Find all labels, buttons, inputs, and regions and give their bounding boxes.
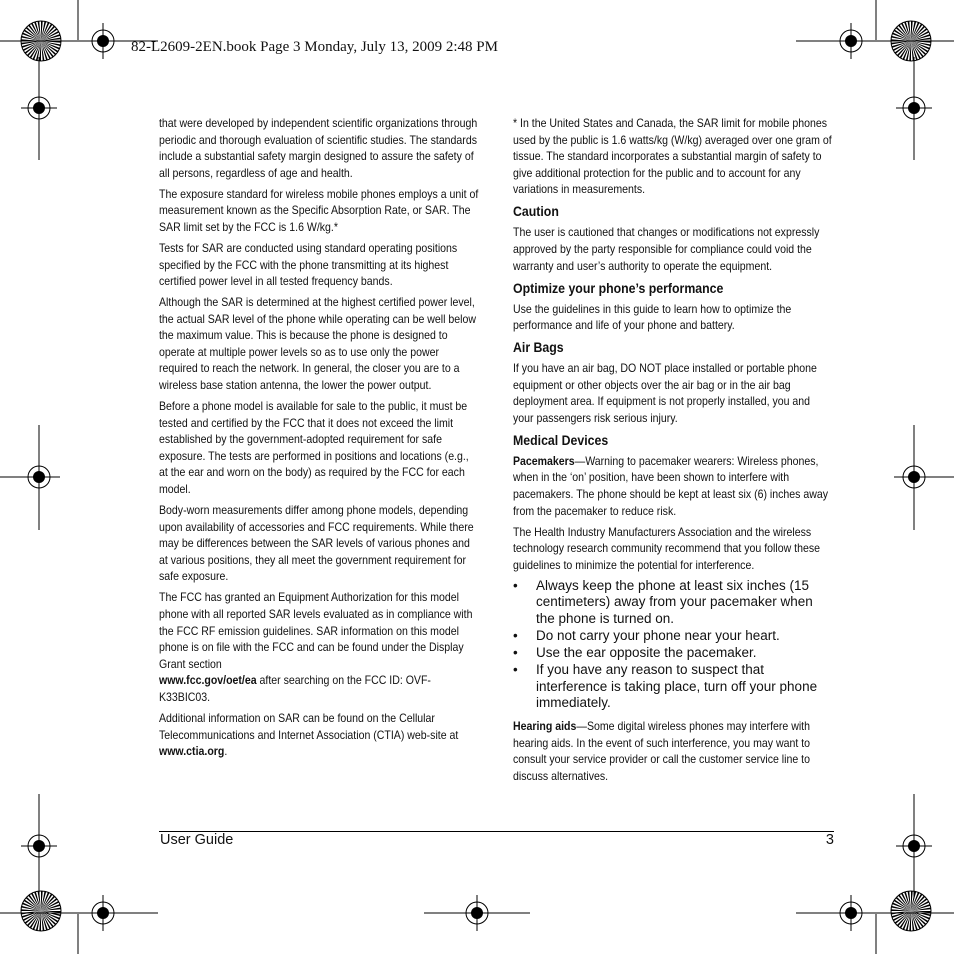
fcc-link[interactable]: www.fcc.gov/oet/ea	[159, 673, 257, 688]
paragraph	[513, 718, 833, 784]
paragraph: Use the guidelines in this guide to learn how to optimize the performance and life of your phone and battery.	[513, 301, 792, 333]
star-target	[891, 21, 931, 61]
registration-mark	[896, 459, 932, 495]
left-column	[159, 115, 478, 764]
list-item: • Always keep the phone at least six inches (15 centimeters) away from your pacemaker when the phone is turned on.	[513, 578, 833, 628]
punctuation: .	[224, 744, 228, 759]
section-heading-caution: Caution	[513, 203, 559, 220]
page-number: 3	[825, 832, 834, 848]
registration-mark	[21, 459, 57, 495]
paragraph: If you have an air bag, DO NOT place installed or portable phone equipment or other objects over the air bag or in the air bag deployment area. If equipment is not properly installed, you and your passengers risk serious injury.	[513, 361, 817, 425]
star-target	[21, 21, 61, 61]
registration-mark	[833, 895, 869, 931]
footnote: * In the United States and Canada, the SAR limit for mobile phones used by the public is 1.6 watts/kg (W/kg) averaged over one gram of tissue. The standard incorporates a substantial margin of safety to give additional protection for the public and to account for any variations in measurements.	[513, 116, 832, 197]
section-heading-medical-devices: Medical Devices	[513, 431, 609, 448]
paragraph: The exposure standard for wireless mobile phones employs a unit of measurement known as the Specific Absorption Rate, or SAR. The SAR limit set by the FCC is 1.6 W/kg.*	[159, 186, 479, 234]
print-slug: 82-L2609-2EN.book Page 3 Monday, July 13, 2009 2:48 PM	[131, 39, 498, 55]
paragraph: The Health Industry Manufacturers Association and the wireless technology research community recommend that you follow these guidelines to minimize the potential for interference.	[513, 524, 820, 572]
list-item: • Do not carry your phone near your heart.	[513, 628, 833, 645]
section-heading-optimize: Optimize your phone’s performance	[513, 279, 724, 296]
star-target	[891, 891, 931, 931]
list-item: • Use the ear opposite the pacemaker.	[513, 645, 833, 662]
ctia-link[interactable]: www.ctia.org	[159, 744, 225, 759]
paragraph-text: after searching on the FCC ID: OVF-K33BIC03.	[159, 673, 431, 704]
star-target	[21, 891, 61, 931]
registration-mark	[21, 90, 57, 126]
list-item: • If you have any reason to suspect that interference is taking place, turn off your phone immediately.	[513, 662, 833, 712]
paragraph-text: —Warning to pacemaker wearers: Wireless phones, when in the ‘on’ position, have been shown to interfere with pacemakers. The phone should be kept at least six (6) inches away from the pacemaker to reduce risk.	[513, 453, 829, 518]
footer-title: User Guide	[160, 832, 234, 848]
paragraph: Although the SAR is determined at the highest certified power level, the actual SAR level of the phone while operating can be well below the maximum value. This is because the phone is designed to operate at multiple power levels so as to use only the power required to reach the network. In general, the closer you are to a wireless base station antenna, the lower the power output.	[159, 295, 477, 393]
registration-mark	[85, 895, 121, 931]
paragraph: that were developed by independent scientific organizations through periodic and thorough evaluation of scientific studies. The standards include a substantial safety margin designed to assure the safety of all persons, regardless of age and health.	[159, 116, 478, 180]
paragraph-text: Additional information on SAR can be found on the Cellular Telecommunications and Internet Association (CTIA) web-site at	[159, 710, 459, 742]
paragraph: Body-worn measurements differ among phone models, depending upon availability of accessories and FCC requirements. While there may be differences between the SAR levels of various phones and at various positions, they all meet the government requirement for safe exposure.	[159, 503, 474, 584]
paragraph	[513, 453, 833, 519]
paragraph: The user is cautioned that changes or modifications not expressly approved by the party responsible for compliance could void the warranty and user’s authority to operate the equipment.	[513, 225, 820, 273]
footer-rule	[159, 831, 834, 832]
paragraph: Tests for SAR are conducted using standard operating positions specified by the FCC with the phone transmitting at its highest certified power level in all tested frequency bands.	[159, 240, 458, 289]
registration-mark	[459, 895, 495, 931]
paragraph	[159, 589, 478, 705]
run-in-label: Hearing aids	[513, 719, 577, 734]
section-heading-air-bags: Air Bags	[513, 339, 564, 356]
paragraph-text: —Some digital wireless phones may interfere with hearing aids. In the event of such interference, you may want to consult your service provider or call the customer service line to discuss alternatives.	[513, 719, 811, 783]
registration-mark	[21, 828, 57, 864]
registration-mark	[85, 23, 121, 59]
registration-mark	[896, 828, 932, 864]
registration-mark	[833, 23, 869, 59]
paragraph-text: The FCC has granted an Equipment Authorization for this model phone with all reported SAR levels evaluated as in compliance with the FCC RF emission guidelines. SAR information on this model phone is on file with the FCC and can be found under the Display Grant section	[159, 590, 473, 671]
paragraph	[159, 710, 478, 760]
registration-mark	[896, 90, 932, 126]
right-column	[513, 115, 833, 789]
paragraph: Before a phone model is available for sale to the public, it must be tested and certified by the FCC that it does not exceed the limit established by the government-adopted requirement for safe exposure. The tests are performed in positions and locations (e.g., at the ear and worn on the body) as required by the FCC for each model.	[159, 399, 469, 497]
pacemaker-guidelines-list	[513, 578, 833, 712]
run-in-label: Pacemakers	[513, 453, 575, 468]
